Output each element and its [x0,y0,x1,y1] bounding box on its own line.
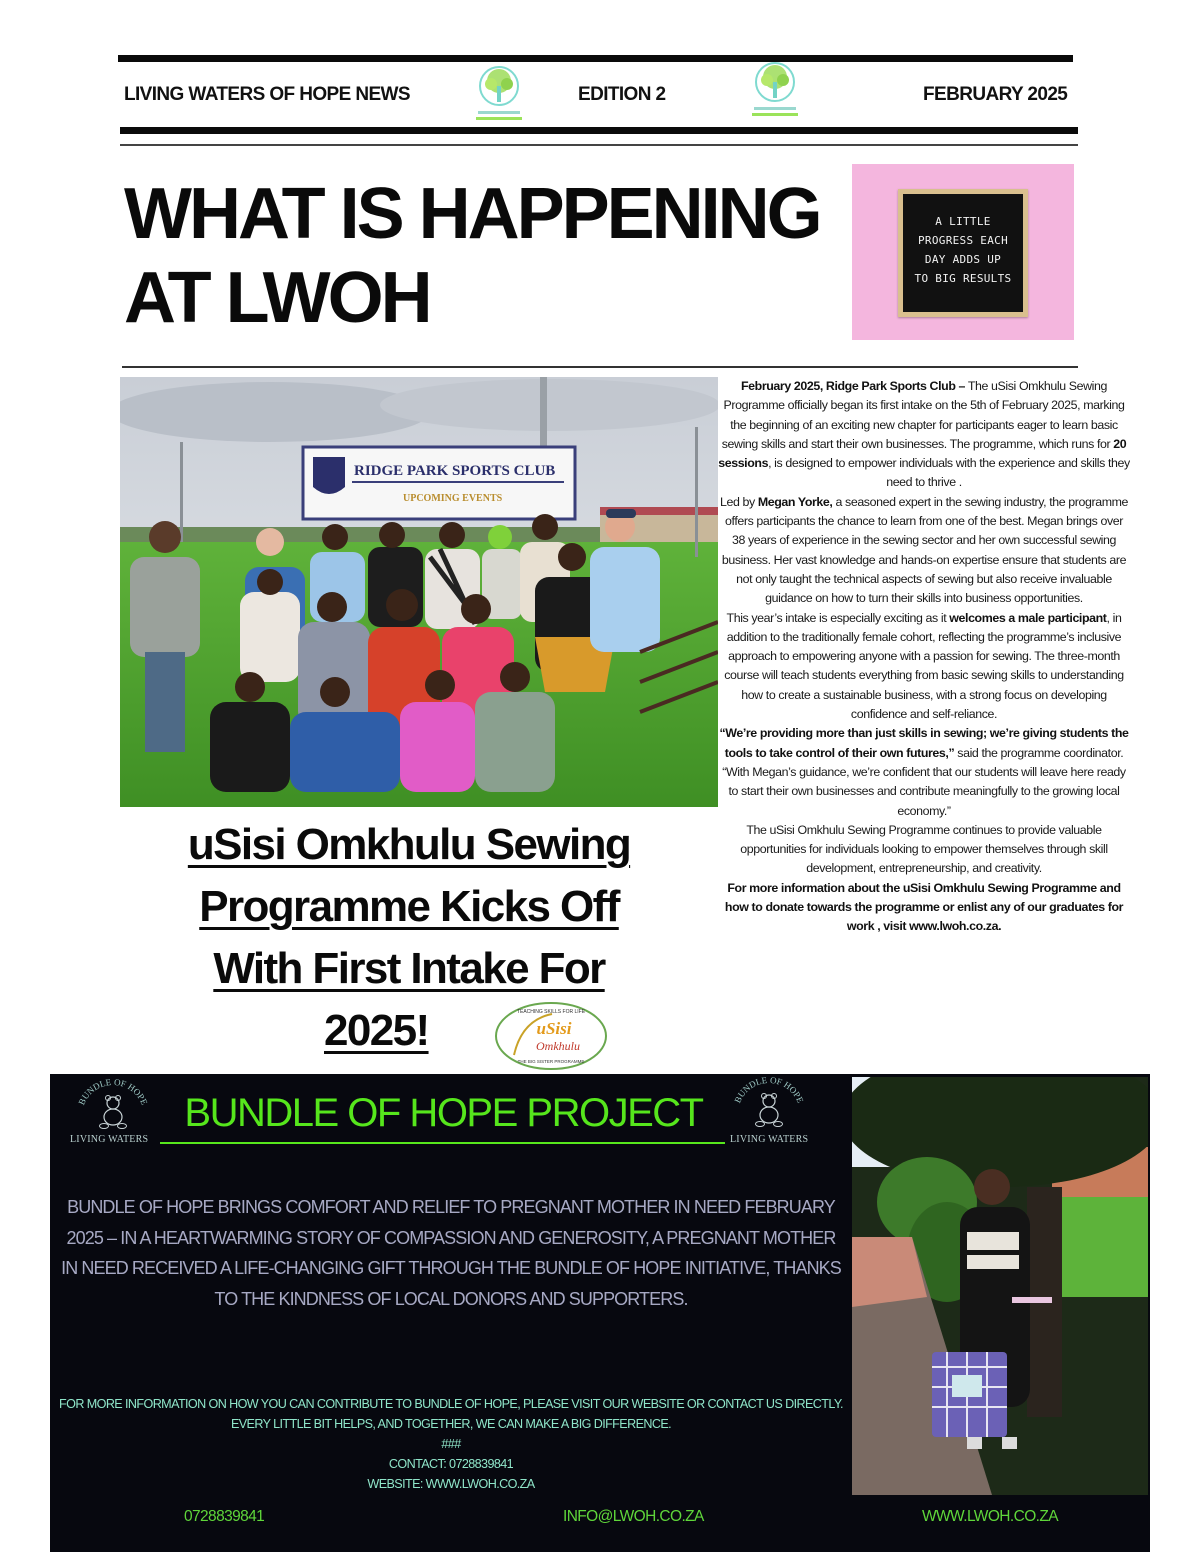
article-paragraph [718,377,1130,493]
headline-line-2: AT LWOH [124,258,430,338]
article-body [718,377,1130,1071]
page-headline [124,172,824,348]
logo-arc-text: BUNDLE OF HOPE [732,1074,806,1105]
article-headline-line: With First Intake For [213,944,605,993]
publication-name: LIVING WATERS OF HOPE NEWS [124,84,410,105]
article-headline-line: uSisi Omkhulu Sewing [187,820,631,869]
section-divider [122,366,1078,368]
logo-name: uSisi [536,1019,572,1038]
article-text: , in addition to the traditionally female cohort, reflecting the programme’s inclusive approach to empowering anyone with a passion for sewing. The three-month course will teach students everything from basic sewing skills to understanding how to create a sustainable business, with a strong focus on developing confidence and self-reliance. [724,610,1124,722]
footer-email[interactable]: INFO@LWOH.CO.ZA [563,1508,704,1525]
masthead-bottom-rule [120,127,1078,134]
info-separator: ### [441,1437,461,1451]
article-paragraph [718,609,1130,725]
group-photo [120,377,718,807]
footer-phone[interactable]: 0728839841 [184,1508,265,1525]
article-text: , is designed to empower individuals with the experience and skills they need to thrive . [768,456,1130,490]
article-bold-text: Megan Yorke, [757,494,833,509]
article-paragraph [718,879,1130,937]
logo-top-text: TEACHING SKILLS FOR LIFE [516,1009,586,1015]
headline-line-1: WHAT IS HAPPENING [124,174,820,254]
article-bold-text: welcomes a male participant [949,610,1107,625]
logo-name: Omkhulu [536,1039,580,1053]
article-quote: “We’re providing more than just skills in sewing; we’re giving students the tools to take control of their own futures,” [719,726,1129,760]
tree-logo-icon [464,64,534,126]
info-contact: CONTACT: 0728839841 [388,1457,514,1471]
letterboard-line: TO BIG RESULTS [914,272,1012,285]
letterboard [898,189,1028,317]
mother-photo [852,1077,1148,1495]
article-cta: For more information about the uSisi Omkhulu Sewing Programme and how to donate towards the programme or enlist any of our graduates for work , visit www.lwoh.co.za. [724,880,1124,934]
info-text: FOR MORE INFORMATION ON HOW YOU CAN CONTRIBUTE TO BUNDLE OF HOPE, PLEASE VISIT OUR WEBSITE OR CONTACT US DIRECTLY. EVERY LITTLE BIT HELPS, AND TOGETHER, WE CAN MAKE A BIG DIFFERENCE. [59,1397,843,1431]
logo-bottom-text: THE BIG SISTER PROGRAMME [517,1059,585,1064]
article-paragraph: The uSisi Omkhulu Sewing Programme continues to provide valuable opportunities for individuals looking to empower themselves through skill development, entrepreneurship, and creativity. [740,822,1108,876]
article-text: The uSisi Omkhulu Sewing Programme officially began its first intake on the 5th of February 2025, marking the beginning of an exciting new chapter for participants eager to learn basic sewing skills and start their own businesses. The programme, which runs for [721,379,1125,451]
tree-logo-icon [740,60,810,122]
logo-arc-text: BUNDLE OF HOPE [76,1076,150,1107]
bundle-of-hope-title: BUNDLE OF HOPE PROJECT [184,1091,703,1135]
bundle-of-hope-story: BUNDLE OF HOPE BRINGS COMFORT AND RELIEF TO PREGNANT MOTHER IN NEED FEBRUARY 2025 – IN A HEARTWARMING STORY OF COMPASSION AND GENEROSITY, A PREGNANT MOTHER IN NEED RECEIVED A LIFE-CHANGING GIFT THROUGH THE BUNDLE OF HOPE INITIATIVE, THANKS TO THE KINDNESS OF LOCAL DONORS AND SUPPORTERS. [61,1197,841,1309]
info-website: WEBSITE: WWW.LWOH.CO.ZA [367,1477,535,1491]
article-headline-line: 2025! [324,1006,429,1055]
article-text: Led by [719,494,758,509]
logo-caption: LIVING WATERS [70,1134,149,1145]
svg-text:BUNDLE OF HOPE [732,1075,805,1105]
masthead-top-rule [118,55,1073,62]
svg-text:BUNDLE OF HOPE [76,1077,149,1107]
letterboard-line: A LITTLE [935,215,991,228]
footer-website[interactable]: WWW.LWOH.CO.ZA [922,1508,1058,1525]
article-bold-text: 20 sessions [718,436,1127,471]
article-dateline: February 2025, Ridge Park Sports Club – [740,379,966,393]
teddy-bear-logo-icon [724,1074,814,1130]
sign-title: RIDGE PARK SPORTS CLUB [354,463,556,479]
logo-caption: LIVING WATERS [730,1134,809,1145]
bundle-of-hope-info [58,1394,844,1494]
title-underline [160,1142,725,1144]
teddy-bear-logo-icon [68,1076,158,1132]
article-text: a seasoned expert in the sewing industry, the programme offers participants the chance to learn from one of the best. Megan brings over 38 years of experience in the sewing sector and her own successful sewing business. Her vast knowledge and hands-on expertise ensure that students are not only taught the technical aspects of sewing but also receive invaluable guidance on how to turn their skills into business opportunities. [721,494,1129,606]
quote-card-image [852,164,1074,340]
article-paragraph [718,724,1130,820]
masthead-thin-rule [120,144,1078,146]
article-paragraph [718,493,1130,609]
letterboard-line: PROGRESS EACH [918,234,1008,247]
edition-label: EDITION 2 [578,84,666,105]
article-headline-line: Programme Kicks Off [199,882,619,931]
article-text: said the programme coordinator. “With Megan’s guidance, we’re confident that our students will leave here ready to start their own businesses and contribute meaningfully to the growing local economy.” [722,745,1126,818]
letterboard-line: DAY ADDS UP [924,253,1002,266]
issue-date: FEBRUARY 2025 [923,84,1068,105]
article-text: This year’s intake is especially exciting as it [726,610,950,625]
usisi-omkhulu-logo [492,1000,610,1072]
sign-subtitle: UPCOMING EVENTS [403,493,503,504]
